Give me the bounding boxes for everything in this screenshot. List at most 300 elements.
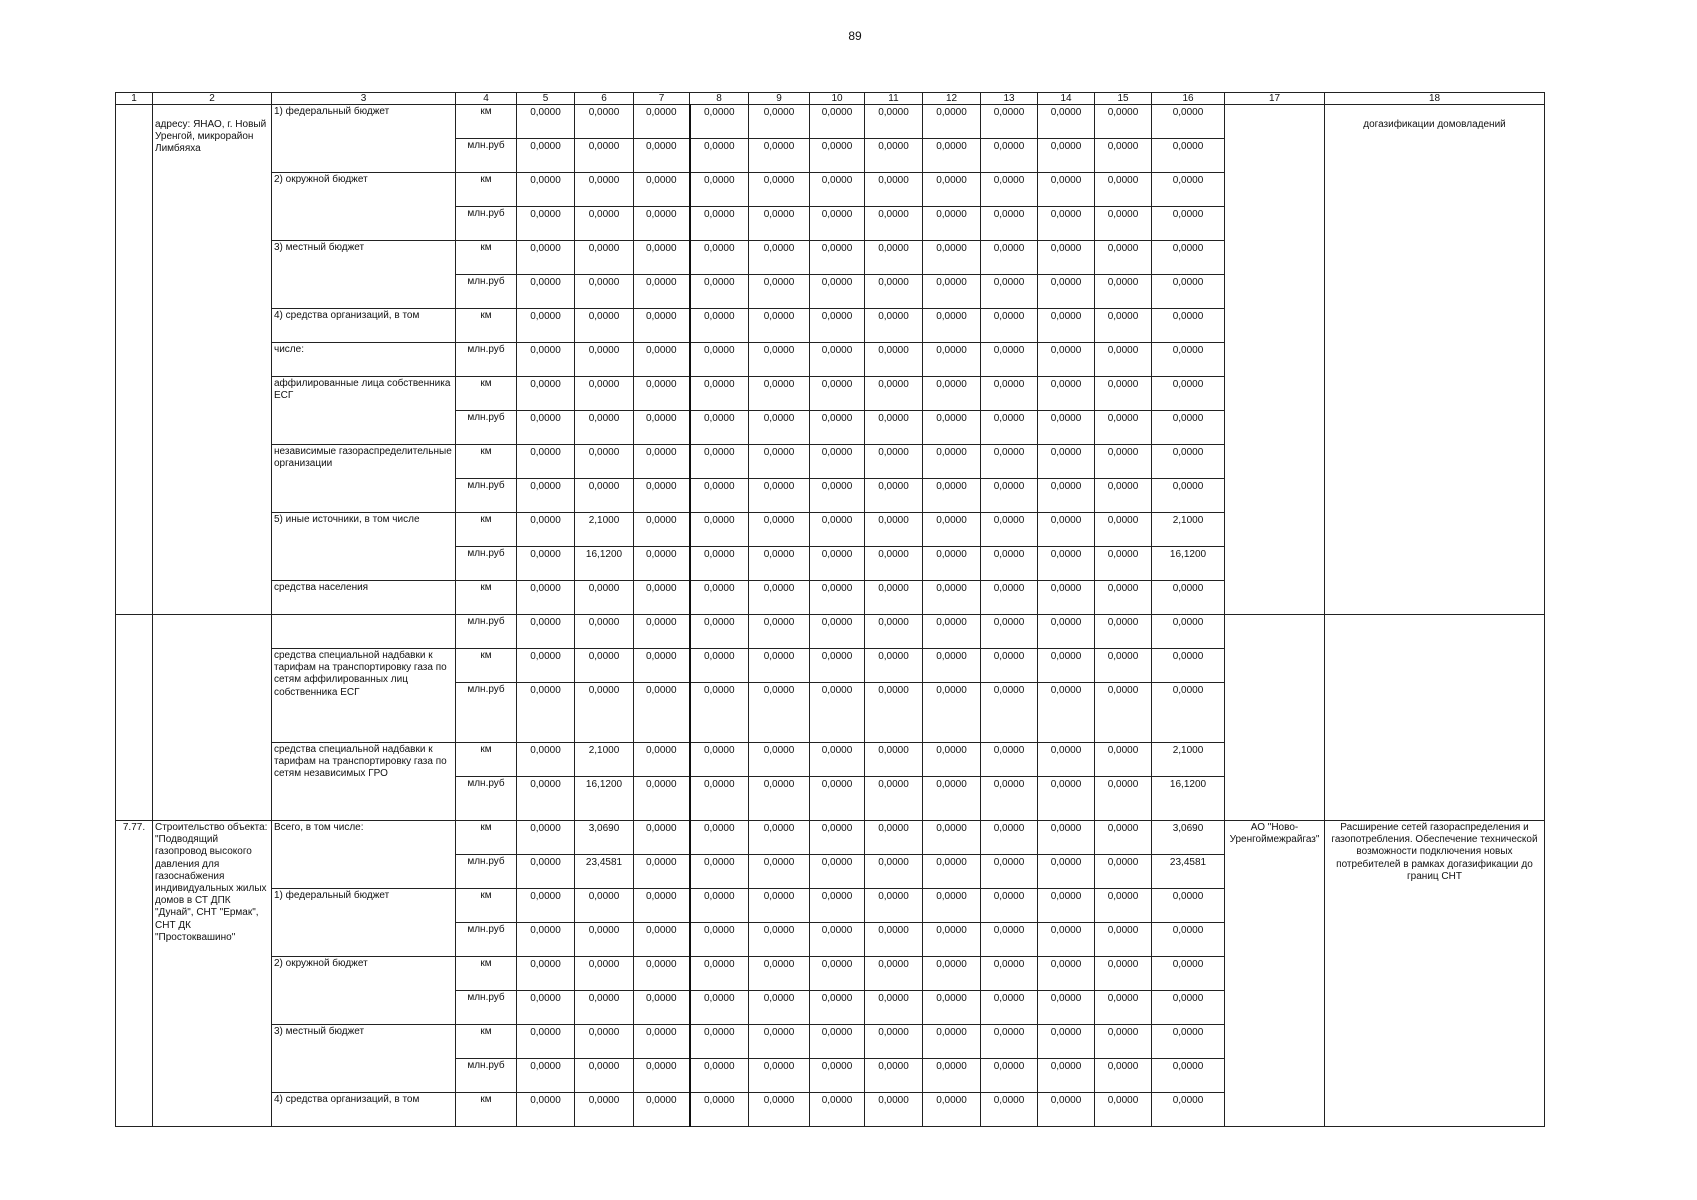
value-cell: 0,0000: [923, 777, 981, 821]
value-cell: 0,0000: [810, 923, 865, 957]
value-cell: 0,0000: [749, 445, 810, 479]
value-cell: 0,0000: [690, 889, 749, 923]
value-cell: 0,0000: [749, 957, 810, 991]
value-cell: 0,0000: [865, 309, 923, 343]
value-cell: 0,0000: [1152, 173, 1225, 207]
value-cell: 0,0000: [634, 821, 690, 855]
value-cell: 0,0000: [690, 1093, 749, 1127]
value-cell: 0,0000: [1095, 581, 1152, 615]
value-cell: 0,0000: [1095, 343, 1152, 377]
column-header-11: 11: [865, 93, 923, 105]
value-cell: 0,0000: [923, 1025, 981, 1059]
executor-cell: [1225, 105, 1325, 615]
value-cell: 0,0000: [865, 513, 923, 547]
unit-cell: млн.руб: [456, 615, 517, 649]
value-cell: 0,0000: [865, 991, 923, 1025]
value-cell: 0,0000: [1038, 777, 1095, 821]
column-header-18: 18: [1325, 93, 1545, 105]
value-cell: 0,0000: [1038, 513, 1095, 547]
value-cell: 0,0000: [690, 957, 749, 991]
value-cell: 0,0000: [575, 445, 634, 479]
value-cell: 3,0690: [575, 821, 634, 855]
value-cell: 0,0000: [1038, 649, 1095, 683]
value-cell: 0,0000: [575, 479, 634, 513]
value-cell: 0,0000: [634, 1093, 690, 1127]
value-cell: 0,0000: [981, 343, 1038, 377]
value-cell: 0,0000: [865, 241, 923, 275]
column-header-1: 1: [116, 93, 153, 105]
value-cell: 0,0000: [749, 513, 810, 547]
value-cell: 0,0000: [1152, 957, 1225, 991]
column-header-3: 3: [272, 93, 456, 105]
value-cell: 0,0000: [981, 309, 1038, 343]
value-cell: 0,0000: [1038, 241, 1095, 275]
value-cell: 0,0000: [749, 821, 810, 855]
investment-table: [115, 92, 1545, 1127]
value-cell: 0,0000: [1095, 207, 1152, 241]
value-cell: 0,0000: [690, 513, 749, 547]
value-cell: 0,0000: [690, 923, 749, 957]
value-cell: 0,0000: [517, 615, 575, 649]
column-header-8: 8: [690, 93, 749, 105]
unit-cell: млн.руб: [456, 343, 517, 377]
value-cell: 0,0000: [517, 889, 575, 923]
value-cell: 0,0000: [575, 105, 634, 139]
value-cell: 0,0000: [690, 105, 749, 139]
value-cell: 0,0000: [517, 855, 575, 889]
value-cell: 0,0000: [634, 957, 690, 991]
value-cell: 0,0000: [1038, 923, 1095, 957]
value-cell: 0,0000: [690, 821, 749, 855]
funding-source-cell: 2) окружной бюджет: [272, 957, 456, 1025]
value-cell: 0,0000: [1095, 991, 1152, 1025]
value-cell: 0,0000: [865, 343, 923, 377]
value-cell: 0,0000: [1038, 581, 1095, 615]
value-cell: 0,0000: [1038, 275, 1095, 309]
value-cell: 0,0000: [1152, 649, 1225, 683]
value-cell: 0,0000: [923, 1059, 981, 1093]
value-cell: 0,0000: [575, 1093, 634, 1127]
value-cell: 0,0000: [981, 241, 1038, 275]
value-cell: 0,0000: [517, 513, 575, 547]
value-cell: 0,0000: [810, 411, 865, 445]
unit-cell: км: [456, 889, 517, 923]
value-cell: 0,0000: [981, 649, 1038, 683]
value-cell: 0,0000: [634, 923, 690, 957]
funding-source-cell: средства специальной надбавки к тарифам на транспортировку газа по сетям независимых ГРО: [272, 743, 456, 821]
funding-source-cell: 5) иные источники, в том числе: [272, 513, 456, 581]
value-cell: 2,1000: [575, 743, 634, 777]
value-cell: 0,0000: [634, 683, 690, 743]
column-number-row: [116, 93, 1545, 105]
object-description-cell: адресу: ЯНАО, г. Новый Уренгой, микрорайон Лимбяяха: [153, 105, 272, 615]
value-cell: 0,0000: [575, 615, 634, 649]
value-cell: 0,0000: [690, 991, 749, 1025]
value-cell: 0,0000: [1038, 1059, 1095, 1093]
value-cell: 0,0000: [517, 547, 575, 581]
value-cell: 16,1200: [575, 777, 634, 821]
unit-cell: км: [456, 173, 517, 207]
value-cell: 0,0000: [634, 889, 690, 923]
value-cell: 0,0000: [1152, 377, 1225, 411]
value-cell: 0,0000: [1095, 479, 1152, 513]
value-cell: 0,0000: [517, 207, 575, 241]
value-cell: 0,0000: [575, 343, 634, 377]
value-cell: 0,0000: [749, 343, 810, 377]
value-cell: 0,0000: [575, 309, 634, 343]
value-cell: 0,0000: [575, 649, 634, 683]
unit-cell: км: [456, 957, 517, 991]
value-cell: 0,0000: [923, 139, 981, 173]
value-cell: 0,0000: [923, 923, 981, 957]
value-cell: 0,0000: [517, 923, 575, 957]
value-cell: 0,0000: [575, 889, 634, 923]
value-cell: 2,1000: [575, 513, 634, 547]
table-row: [116, 821, 1545, 855]
value-cell: 0,0000: [749, 139, 810, 173]
value-cell: 0,0000: [690, 377, 749, 411]
value-cell: 0,0000: [1152, 445, 1225, 479]
value-cell: 0,0000: [690, 275, 749, 309]
column-header-10: 10: [810, 93, 865, 105]
value-cell: 0,0000: [634, 991, 690, 1025]
value-cell: 0,0000: [923, 649, 981, 683]
value-cell: 0,0000: [865, 207, 923, 241]
expected-result-cell: [1325, 615, 1545, 821]
value-cell: 0,0000: [923, 957, 981, 991]
value-cell: 0,0000: [690, 1025, 749, 1059]
value-cell: 0,0000: [575, 1025, 634, 1059]
value-cell: 0,0000: [1038, 957, 1095, 991]
value-cell: 0,0000: [1038, 105, 1095, 139]
value-cell: 0,0000: [1038, 343, 1095, 377]
value-cell: 0,0000: [1095, 309, 1152, 343]
value-cell: 0,0000: [690, 173, 749, 207]
value-cell: 2,1000: [1152, 513, 1225, 547]
value-cell: 0,0000: [923, 343, 981, 377]
value-cell: 0,0000: [981, 923, 1038, 957]
value-cell: 0,0000: [981, 777, 1038, 821]
value-cell: 0,0000: [690, 479, 749, 513]
value-cell: 0,0000: [517, 479, 575, 513]
column-header-12: 12: [923, 93, 981, 105]
value-cell: 0,0000: [690, 649, 749, 683]
value-cell: 0,0000: [1038, 615, 1095, 649]
value-cell: 0,0000: [810, 1093, 865, 1127]
unit-cell: млн.руб: [456, 683, 517, 743]
row-number-cell: [116, 615, 153, 821]
value-cell: 0,0000: [810, 309, 865, 343]
value-cell: 0,0000: [1038, 547, 1095, 581]
value-cell: 0,0000: [810, 855, 865, 889]
column-header-15: 15: [1095, 93, 1152, 105]
value-cell: 0,0000: [749, 275, 810, 309]
value-cell: 0,0000: [981, 1059, 1038, 1093]
value-cell: 0,0000: [1152, 275, 1225, 309]
unit-cell: км: [456, 743, 517, 777]
value-cell: 0,0000: [810, 479, 865, 513]
column-header-13: 13: [981, 93, 1038, 105]
value-cell: 0,0000: [1038, 889, 1095, 923]
value-cell: 0,0000: [1152, 1093, 1225, 1127]
table-row: [116, 105, 1545, 139]
value-cell: 0,0000: [981, 445, 1038, 479]
expected-result-cell: Расширение сетей газораспределения и газопотребления. Обеспечение технической возможности подключения новых потребителей в рамках догазификации до границ СНТ: [1325, 821, 1545, 1127]
value-cell: 0,0000: [517, 445, 575, 479]
unit-cell: км: [456, 821, 517, 855]
value-cell: 0,0000: [1095, 139, 1152, 173]
value-cell: 0,0000: [923, 547, 981, 581]
value-cell: 0,0000: [575, 683, 634, 743]
value-cell: 0,0000: [749, 377, 810, 411]
value-cell: 0,0000: [634, 309, 690, 343]
unit-cell: км: [456, 649, 517, 683]
value-cell: 0,0000: [634, 377, 690, 411]
unit-cell: млн.руб: [456, 207, 517, 241]
value-cell: 0,0000: [749, 1059, 810, 1093]
column-header-5: 5: [517, 93, 575, 105]
value-cell: 0,0000: [517, 1025, 575, 1059]
value-cell: 0,0000: [749, 777, 810, 821]
value-cell: 0,0000: [1095, 777, 1152, 821]
value-cell: 0,0000: [575, 1059, 634, 1093]
value-cell: 0,0000: [749, 855, 810, 889]
value-cell: 0,0000: [981, 1025, 1038, 1059]
value-cell: 0,0000: [634, 343, 690, 377]
value-cell: 0,0000: [1152, 241, 1225, 275]
value-cell: 0,0000: [517, 173, 575, 207]
value-cell: 0,0000: [1152, 207, 1225, 241]
value-cell: 0,0000: [810, 821, 865, 855]
value-cell: 0,0000: [923, 581, 981, 615]
value-cell: 0,0000: [749, 309, 810, 343]
value-cell: 0,0000: [923, 855, 981, 889]
value-cell: 0,0000: [1152, 991, 1225, 1025]
table-body: [116, 93, 1545, 1127]
value-cell: 0,0000: [981, 855, 1038, 889]
value-cell: 0,0000: [981, 889, 1038, 923]
value-cell: 0,0000: [923, 309, 981, 343]
value-cell: 0,0000: [749, 173, 810, 207]
value-cell: 0,0000: [810, 139, 865, 173]
value-cell: 0,0000: [1038, 173, 1095, 207]
value-cell: 0,0000: [634, 855, 690, 889]
value-cell: 0,0000: [749, 241, 810, 275]
value-cell: 0,0000: [517, 241, 575, 275]
unit-cell: млн.руб: [456, 479, 517, 513]
unit-cell: км: [456, 445, 517, 479]
page-number: 89: [848, 29, 862, 43]
value-cell: 0,0000: [1152, 309, 1225, 343]
value-cell: 0,0000: [634, 445, 690, 479]
value-cell: 0,0000: [1095, 889, 1152, 923]
value-cell: 0,0000: [634, 207, 690, 241]
funding-source-cell: 3) местный бюджет: [272, 1025, 456, 1093]
value-cell: 0,0000: [517, 275, 575, 309]
value-cell: 0,0000: [1095, 173, 1152, 207]
value-cell: 0,0000: [690, 445, 749, 479]
funding-source-cell: 4) средства организаций, в том: [272, 309, 456, 343]
value-cell: 0,0000: [634, 1059, 690, 1093]
value-cell: 0,0000: [810, 957, 865, 991]
value-cell: 0,0000: [865, 1059, 923, 1093]
value-cell: 0,0000: [517, 1093, 575, 1127]
unit-cell: км: [456, 1093, 517, 1127]
value-cell: 0,0000: [1038, 479, 1095, 513]
value-cell: 0,0000: [749, 547, 810, 581]
value-cell: 0,0000: [810, 105, 865, 139]
value-cell: 0,0000: [923, 615, 981, 649]
value-cell: 0,0000: [575, 173, 634, 207]
unit-cell: км: [456, 241, 517, 275]
value-cell: 16,1200: [1152, 777, 1225, 821]
value-cell: 0,0000: [865, 649, 923, 683]
column-header-2: 2: [153, 93, 272, 105]
value-cell: 0,0000: [1152, 411, 1225, 445]
value-cell: 0,0000: [517, 411, 575, 445]
column-header-17: 17: [1225, 93, 1325, 105]
unit-cell: км: [456, 105, 517, 139]
funding-source-cell: 2) окружной бюджет: [272, 173, 456, 241]
unit-cell: млн.руб: [456, 275, 517, 309]
value-cell: 0,0000: [634, 411, 690, 445]
value-cell: 0,0000: [923, 411, 981, 445]
unit-cell: млн.руб: [456, 855, 517, 889]
value-cell: 0,0000: [1095, 923, 1152, 957]
value-cell: 0,0000: [865, 105, 923, 139]
funding-source-cell: 3) местный бюджет: [272, 241, 456, 309]
value-cell: 0,0000: [923, 105, 981, 139]
value-cell: 0,0000: [981, 615, 1038, 649]
value-cell: 0,0000: [865, 743, 923, 777]
value-cell: 2,1000: [1152, 743, 1225, 777]
value-cell: 0,0000: [634, 1025, 690, 1059]
value-cell: 0,0000: [634, 777, 690, 821]
value-cell: 0,0000: [517, 957, 575, 991]
value-cell: 0,0000: [749, 1025, 810, 1059]
value-cell: 0,0000: [1152, 479, 1225, 513]
unit-cell: млн.руб: [456, 139, 517, 173]
value-cell: 0,0000: [810, 1025, 865, 1059]
value-cell: 0,0000: [575, 241, 634, 275]
value-cell: 0,0000: [1152, 139, 1225, 173]
value-cell: 3,0690: [1152, 821, 1225, 855]
value-cell: 0,0000: [1038, 855, 1095, 889]
value-cell: 0,0000: [1038, 743, 1095, 777]
value-cell: 0,0000: [1038, 683, 1095, 743]
value-cell: 0,0000: [575, 139, 634, 173]
value-cell: 0,0000: [923, 207, 981, 241]
funding-source-cell: числе:: [272, 343, 456, 377]
value-cell: 0,0000: [810, 445, 865, 479]
funding-source-cell: аффилированные лица собственника ЕСГ: [272, 377, 456, 445]
value-cell: 0,0000: [981, 275, 1038, 309]
value-cell: 0,0000: [1095, 821, 1152, 855]
value-cell: 0,0000: [923, 479, 981, 513]
value-cell: 0,0000: [690, 1059, 749, 1093]
value-cell: 0,0000: [865, 777, 923, 821]
value-cell: 0,0000: [749, 615, 810, 649]
value-cell: 0,0000: [517, 743, 575, 777]
value-cell: 0,0000: [690, 743, 749, 777]
executor-cell: [1225, 615, 1325, 821]
value-cell: 0,0000: [923, 821, 981, 855]
value-cell: 0,0000: [1152, 1025, 1225, 1059]
value-cell: 0,0000: [1038, 309, 1095, 343]
value-cell: 0,0000: [634, 173, 690, 207]
value-cell: 0,0000: [1152, 923, 1225, 957]
value-cell: 0,0000: [981, 207, 1038, 241]
unit-cell: млн.руб: [456, 777, 517, 821]
value-cell: 0,0000: [517, 777, 575, 821]
value-cell: 0,0000: [981, 957, 1038, 991]
value-cell: 0,0000: [981, 173, 1038, 207]
value-cell: 0,0000: [634, 275, 690, 309]
value-cell: 0,0000: [517, 105, 575, 139]
value-cell: 0,0000: [749, 207, 810, 241]
column-header-7: 7: [634, 93, 690, 105]
value-cell: 0,0000: [1038, 991, 1095, 1025]
value-cell: 0,0000: [810, 991, 865, 1025]
value-cell: 0,0000: [1095, 855, 1152, 889]
value-cell: 0,0000: [690, 343, 749, 377]
value-cell: 0,0000: [1095, 241, 1152, 275]
value-cell: 0,0000: [749, 889, 810, 923]
value-cell: 0,0000: [981, 991, 1038, 1025]
value-cell: 0,0000: [690, 411, 749, 445]
value-cell: 0,0000: [690, 309, 749, 343]
value-cell: 0,0000: [981, 513, 1038, 547]
funding-source-cell: Всего, в том числе:: [272, 821, 456, 889]
value-cell: 0,0000: [810, 343, 865, 377]
value-cell: 0,0000: [810, 173, 865, 207]
value-cell: 0,0000: [1038, 207, 1095, 241]
value-cell: 0,0000: [1095, 547, 1152, 581]
value-cell: 0,0000: [865, 1025, 923, 1059]
funding-source-cell: средства специальной надбавки к тарифам на транспортировку газа по сетям аффилированных лиц собственника ЕСГ: [272, 649, 456, 743]
value-cell: 0,0000: [981, 479, 1038, 513]
value-cell: 0,0000: [749, 411, 810, 445]
value-cell: 0,0000: [517, 991, 575, 1025]
value-cell: 0,0000: [1152, 683, 1225, 743]
unit-cell: млн.руб: [456, 991, 517, 1025]
value-cell: 0,0000: [749, 479, 810, 513]
value-cell: 0,0000: [865, 139, 923, 173]
value-cell: 0,0000: [575, 991, 634, 1025]
value-cell: 0,0000: [634, 139, 690, 173]
value-cell: 0,0000: [690, 683, 749, 743]
value-cell: 0,0000: [981, 377, 1038, 411]
value-cell: 0,0000: [981, 581, 1038, 615]
value-cell: 0,0000: [575, 275, 634, 309]
value-cell: 0,0000: [690, 777, 749, 821]
value-cell: 0,0000: [690, 855, 749, 889]
value-cell: 0,0000: [517, 377, 575, 411]
value-cell: 0,0000: [865, 479, 923, 513]
column-header-14: 14: [1038, 93, 1095, 105]
unit-cell: млн.руб: [456, 547, 517, 581]
value-cell: 0,0000: [923, 275, 981, 309]
value-cell: 0,0000: [1095, 1093, 1152, 1127]
value-cell: 0,0000: [575, 923, 634, 957]
value-cell: 0,0000: [1152, 615, 1225, 649]
value-cell: 0,0000: [690, 615, 749, 649]
value-cell: 0,0000: [1095, 1059, 1152, 1093]
value-cell: 0,0000: [923, 743, 981, 777]
funding-source-cell: 4) средства организаций, в том: [272, 1093, 456, 1127]
value-cell: 0,0000: [1095, 513, 1152, 547]
value-cell: 0,0000: [634, 479, 690, 513]
